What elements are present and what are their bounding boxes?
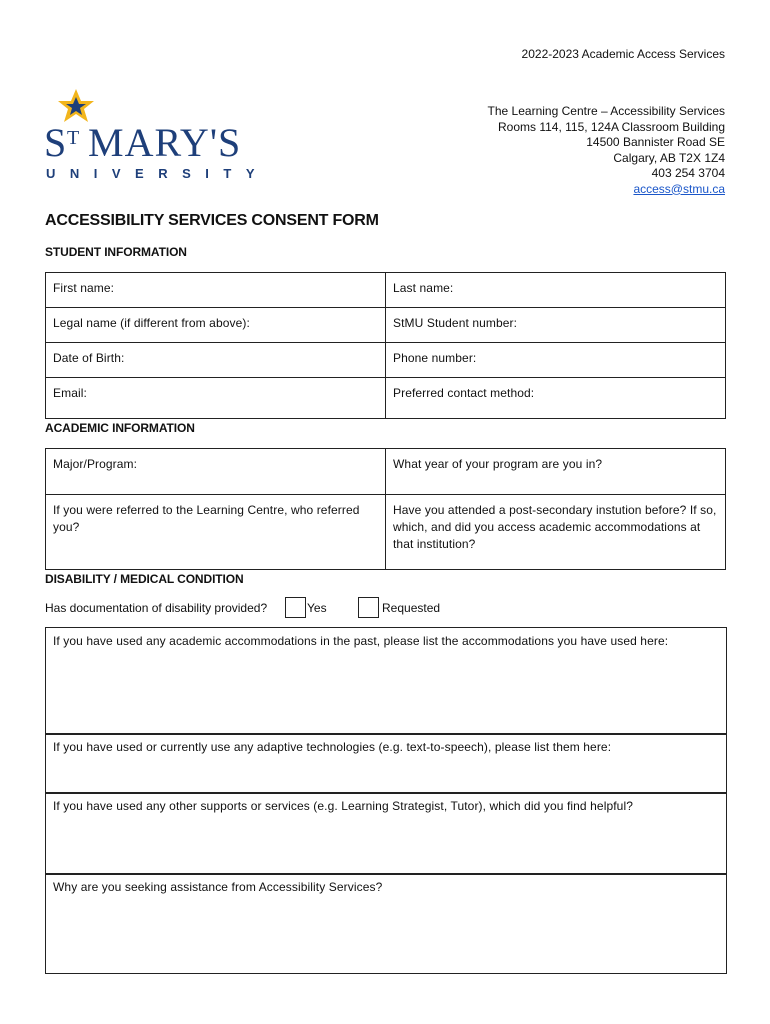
other-supports-box[interactable]: [45, 792, 727, 875]
address-line: Calgary, AB T2X 1Z4: [613, 150, 725, 165]
svg-text:T: T: [67, 127, 80, 149]
seeking-assistance-prompt: Why are you seeking assistance from Accessibility Services?: [53, 880, 383, 894]
documentation-question: Has documentation of disability provided?: [45, 601, 268, 615]
star-logo-icon: [44, 88, 270, 183]
adaptive-technologies-box[interactable]: [45, 733, 727, 794]
svg-text:UNIVERSITY: UNIVERSITY: [46, 166, 270, 181]
legal-name-field[interactable]: Legal name (if different from above):: [46, 308, 386, 343]
yes-label: Yes: [307, 601, 327, 615]
requested-checkbox[interactable]: [358, 597, 379, 618]
disability-heading: DISABILITY / MEDICAL CONDITION: [45, 572, 244, 586]
last-name-field[interactable]: Last name:: [386, 273, 726, 308]
contact-address: [488, 104, 725, 197]
university-logo: [44, 88, 270, 183]
past-accommodations-box[interactable]: [45, 627, 727, 735]
academic-info-heading: ACADEMIC INFORMATION: [45, 421, 195, 435]
other-supports-prompt: If you have used any other supports or services (e.g. Learning Strategist, Tutor), which did you find helpful?: [53, 799, 633, 813]
requested-label: Requested: [382, 601, 441, 615]
previous-institution-field[interactable]: Have you attended a post-secondary instution before? If so, which, and did you access academic accommodations at that institution?: [386, 495, 726, 570]
referral-field[interactable]: If you were referred to the Learning Centre, who referred you?: [46, 495, 386, 570]
yes-checkbox[interactable]: [285, 597, 306, 618]
student-info-heading: STUDENT INFORMATION: [45, 245, 187, 259]
email-link[interactable]: access@stmu.ca: [633, 181, 725, 196]
academic-info-table: [45, 448, 726, 570]
form-title: ACCESSIBILITY SERVICES CONSENT FORM: [45, 212, 379, 229]
date-of-birth-field[interactable]: Date of Birth:: [46, 343, 386, 378]
svg-text:S: S: [44, 120, 68, 165]
seeking-assistance-box[interactable]: [45, 873, 727, 974]
address-line: Rooms 114, 115, 124A Classroom Building: [497, 119, 725, 134]
first-name-field[interactable]: First name:: [46, 273, 386, 308]
address-line: 14500 Bannister Road SE: [586, 135, 725, 149]
program-year-field[interactable]: What year of your program are you in?: [386, 449, 726, 495]
address-line: The Learning Centre – Accessibility Services: [487, 104, 725, 118]
svg-text:MARY'S: MARY'S: [88, 120, 242, 165]
student-info-table: [45, 272, 726, 419]
phone-number: 403 254 3704: [651, 166, 725, 180]
email-field[interactable]: Email:: [46, 378, 386, 419]
student-number-field[interactable]: StMU Student number:: [386, 308, 726, 343]
phone-number-field[interactable]: Phone number:: [386, 343, 726, 378]
major-program-field[interactable]: Major/Program:: [46, 449, 386, 495]
past-accommodations-prompt: If you have used any academic accommodations in the past, please list the accommodations you have used here:: [53, 634, 669, 648]
adaptive-technologies-prompt: If you have used or currently use any adaptive technologies (e.g. text-to-speech), please list them here:: [53, 740, 612, 754]
preferred-contact-field[interactable]: Preferred contact method:: [386, 378, 726, 419]
header-year-title: 2022-2023 Academic Access Services: [521, 47, 725, 61]
